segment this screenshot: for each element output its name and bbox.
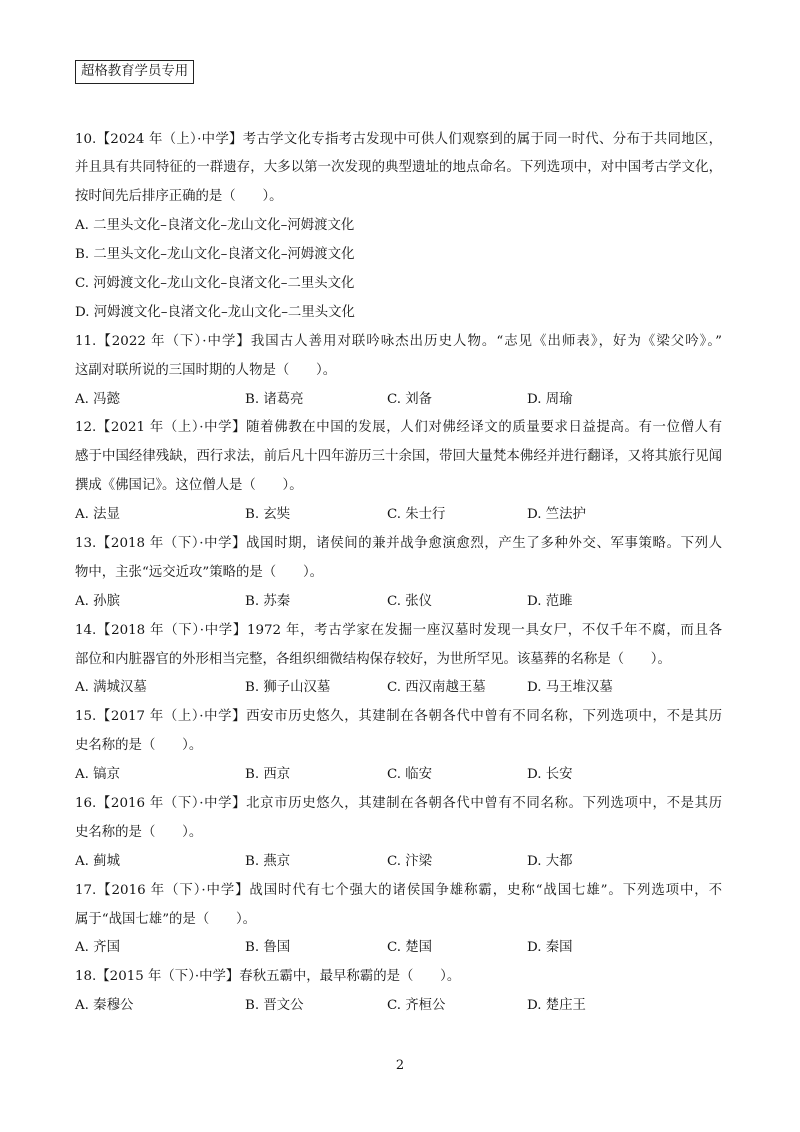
question-18	[75, 963, 722, 1021]
option-a: A. 法显	[75, 507, 120, 523]
option-a: A. 秦穆公	[75, 998, 134, 1014]
header-label: 超格教育学员专用	[75, 60, 194, 84]
option-b: B. 狮子山汉墓	[245, 680, 331, 696]
option-d: D. 长安	[527, 767, 573, 783]
question-text-line: 12.【2021 年（上）·中学】随着佛教在中国的发展，人们对佛经译文的质量要求日益提高。有一位僧人有	[75, 420, 722, 436]
option-b: B. 苏秦	[245, 593, 291, 609]
option-c: C. 临安	[387, 767, 433, 783]
option-a: A. 孙膑	[75, 593, 120, 609]
question-text-line: 这副对联所说的三国时期的人物是（ ）。	[75, 362, 337, 378]
question-11	[75, 328, 722, 415]
option-b: B. 鲁国	[245, 940, 291, 956]
question-text-line: 按时间先后排序正确的是（ ）。	[75, 189, 283, 205]
question-text-line: 部位和内脏器官的外形相当完整，各组织细微结构保存较好，为世所罕见。该墓葬的名称是（ ）。	[75, 651, 671, 667]
option-c: C. 朱士行	[387, 507, 446, 523]
option-a: A. 齐国	[75, 940, 120, 956]
question-text-line: 15.【2017 年（上）·中学】西安市历史悠久，其建制在各朝各代中曾有不同名称，下列选项中，不是其历	[75, 709, 722, 725]
question-text-line: 11.【2022 年（下）·中学】我国古人善用对联吟咏杰出历史人物。“志见《出师表》，好为《梁父吟》。”	[75, 333, 722, 349]
question-12	[75, 414, 722, 530]
question-text-line: 17.【2016 年（下）·中学】战国时代有七个强大的诸侯国争雄称霸，史称“战国七雄”。下列选项中，不	[75, 882, 722, 898]
option-list	[75, 212, 722, 328]
question-text-line: 属于“战国七雄”的是（ ）。	[75, 911, 257, 927]
question-text-line: 感于中国经律残缺，西行求法，前后凡十四年游历三十余国，带回大量梵本佛经并进行翻译，又将其旅行见闻	[75, 449, 722, 465]
option-c: C. 刘备	[387, 391, 433, 407]
option-a: A. 二里头文化–良渚文化–龙山文化–河姆渡文化	[75, 218, 355, 234]
question-text-line: 14.【2018 年（下）·中学】1972 年，考古学家在发掘一座汉墓时发现一具女尸，不仅千年不腐，而且各	[75, 622, 722, 638]
question-text-line: 10.【2024 年（上）·中学】考古学文化专指考古发现中可供人们观察到的属于同一时代、分布于共同地区，	[75, 131, 722, 147]
option-c: C. 张仪	[387, 593, 433, 609]
option-c: C. 齐桓公	[387, 998, 446, 1014]
option-b: B. 晋文公	[245, 998, 304, 1014]
option-d: D. 范雎	[527, 593, 573, 609]
question-text-line: 史名称的是（ ）。	[75, 738, 203, 754]
question-17	[75, 877, 722, 964]
question-text-line: 18.【2015 年（下）·中学】春秋五霸中，最早称霸的是（ ）。	[75, 969, 461, 985]
question-text-line: 撰成《佛国记》。这位僧人是（ ）。	[75, 478, 303, 494]
option-c: C. 楚国	[387, 940, 433, 956]
option-a: A. 满城汉墓	[75, 680, 147, 696]
option-row	[75, 934, 722, 963]
option-c: C. 汴梁	[387, 853, 433, 869]
question-16	[75, 790, 722, 877]
question-10	[75, 126, 722, 328]
option-d: D. 楚庄王	[527, 998, 586, 1014]
question-text-line: 史名称的是（ ）。	[75, 824, 203, 840]
question-15	[75, 703, 722, 790]
option-c: C. 西汉南越王墓	[387, 680, 486, 696]
question-list	[75, 126, 722, 1022]
question-13	[75, 530, 722, 617]
option-a: A. 冯懿	[75, 391, 120, 407]
option-row	[75, 761, 722, 790]
question-text-line: 13.【2018 年（下）·中学】战国时期，诸侯间的兼并战争愈演愈烈，产生了多种外交、军事策略。下列人	[75, 535, 722, 551]
question-text-line: 16.【2016 年（下）·中学】北京市历史悠久，其建制在各朝各代中曾有不同名称。下列选项中，不是其历	[75, 795, 722, 811]
question-14	[75, 617, 722, 704]
option-row	[75, 674, 722, 703]
option-d: D. 竺法护	[527, 507, 586, 523]
question-text-line: 并且具有共同特征的一群遗存，大多以第一次发现的典型遗址的地点命名。下列选项中，对中国考古学文化，	[75, 160, 722, 176]
option-row	[75, 848, 722, 877]
option-d: D. 马王堆汉墓	[527, 680, 613, 696]
option-row	[75, 386, 722, 415]
option-row	[75, 992, 722, 1021]
option-row	[75, 501, 722, 530]
option-d: D. 河姆渡文化–良渚文化–龙山文化–二里头文化	[75, 304, 355, 320]
option-b: B. 玄奘	[245, 507, 291, 523]
option-a: A. 镐京	[75, 767, 120, 783]
page-number: 2	[395, 1058, 405, 1073]
option-c: C. 河姆渡文化–龙山文化–良渚文化–二里头文化	[75, 275, 355, 291]
option-b: B. 二里头文化–龙山文化–良渚文化–河姆渡文化	[75, 247, 355, 263]
option-a: A. 蓟城	[75, 853, 120, 869]
question-text-line: 物中，主张“远交近攻”策略的是（ ）。	[75, 564, 324, 580]
option-b: B. 燕京	[245, 853, 291, 869]
option-d: D. 大都	[527, 853, 573, 869]
option-row	[75, 588, 722, 617]
option-d: D. 周瑜	[527, 391, 573, 407]
option-d: D. 秦国	[527, 940, 573, 956]
option-b: B. 西京	[245, 767, 291, 783]
option-b: B. 诸葛亮	[245, 391, 304, 407]
